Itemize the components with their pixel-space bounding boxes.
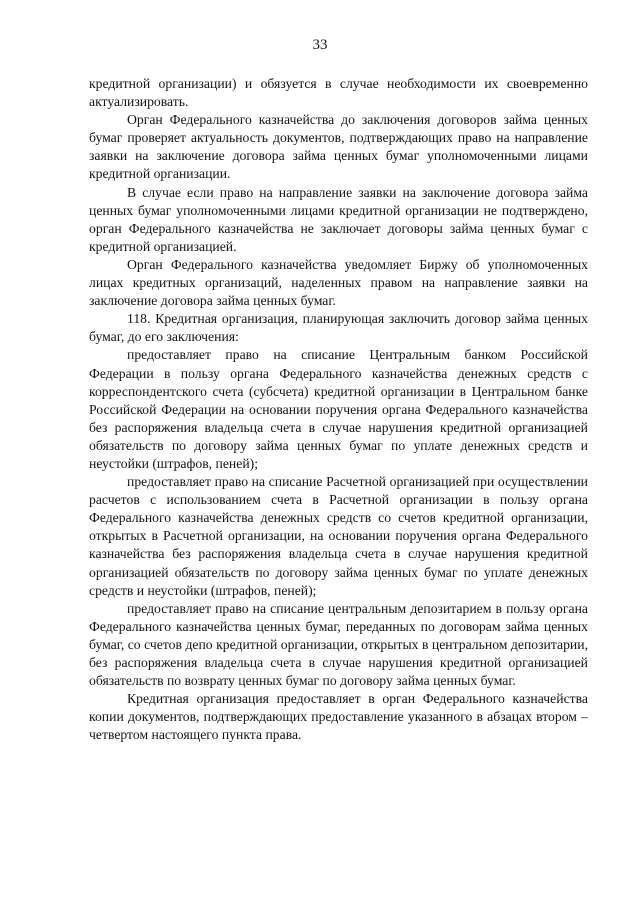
paragraph-continuation: кредитной организации) и обязуется в случае необходимости их своевременно актуализировать. (89, 76, 588, 110)
paragraph-submit-copies: Кредитная организация предоставляет в орган Федерального казначейства копии документов, подтверждающих предоставление указанного в абзацах втором – четвертом настоящего пункта права. (89, 691, 588, 743)
paragraph-right-depository: предоставляет право на списание центральным депозитарием в пользу органа Федерального казначейства ценных бумаг, переданных по договорам займа ценных бумаг, со счетов депо кредитной организации, открытых в центральном депозитарии, без распоряжения владельца счета в случае нарушения кредитной организацией обязательств по возврату ценных бумаг по договору займа ценных бумаг. (89, 600, 588, 689)
page-number: 33 (312, 37, 328, 53)
paragraph-right-settlement-org: предоставляет право на списание Расчетной организацией при осуществлении расчетов с использованием счета в Расчетной организации в пользу органа Федерального казначейства денежных средств со счетов кредитной организации, открытых в Расчетной организации, на основании поручения органа Федерального казначейства без распоряжения владельца счета в случае нарушения кредитной организацией обязательств по договору займа ценных бумаг по уплате денежных средств и неустойки (штрафов, пеней); (89, 474, 588, 598)
paragraph-notify-exchange: Орган Федерального казначейства уведомляет Биржу об уполномоченных лицах кредитных организаций, наделенных правом на направление заявки на заключение договора займа ценных бумаг. (89, 256, 588, 309)
paragraph-item-118: 118. Кредитная организация, планирующая заключить договор займа ценных бумаг, до его заключения: (89, 311, 588, 345)
paragraph-not-confirmed: В случае если право на направление заявки на заключение договора займа ценных бумаг уполномоченными лицами кредитной организации не подтверждено, орган Федерального казначейства не заключает договоры займа ценных бумаг с кредитной организацией. (89, 184, 588, 254)
paragraph-right-central-bank: предоставляет право на списание Центральным банком Российской Федерации в пользу органа Федерального казначейства денежных средств с корреспондентского счета (субсчета) кредитной организации в Центральном банке Российской Федерации на основании поручения органа Федерального казначейства без распоряжения владельца счета в случае нарушения кредитной организацией обязательств по договору займа ценных бумаг по уплате денежных средств и неустойки (штрафов, пеней); (89, 347, 588, 471)
document-body (89, 75, 588, 744)
paragraph-treasury-check: Орган Федерального казначейства до заключения договоров займа ценных бумаг проверяет актуальность документов, подтверждающих право на направление заявки на заключение договора займа ценных бумаг уполномоченными лицами кредитной организации. (89, 112, 588, 182)
